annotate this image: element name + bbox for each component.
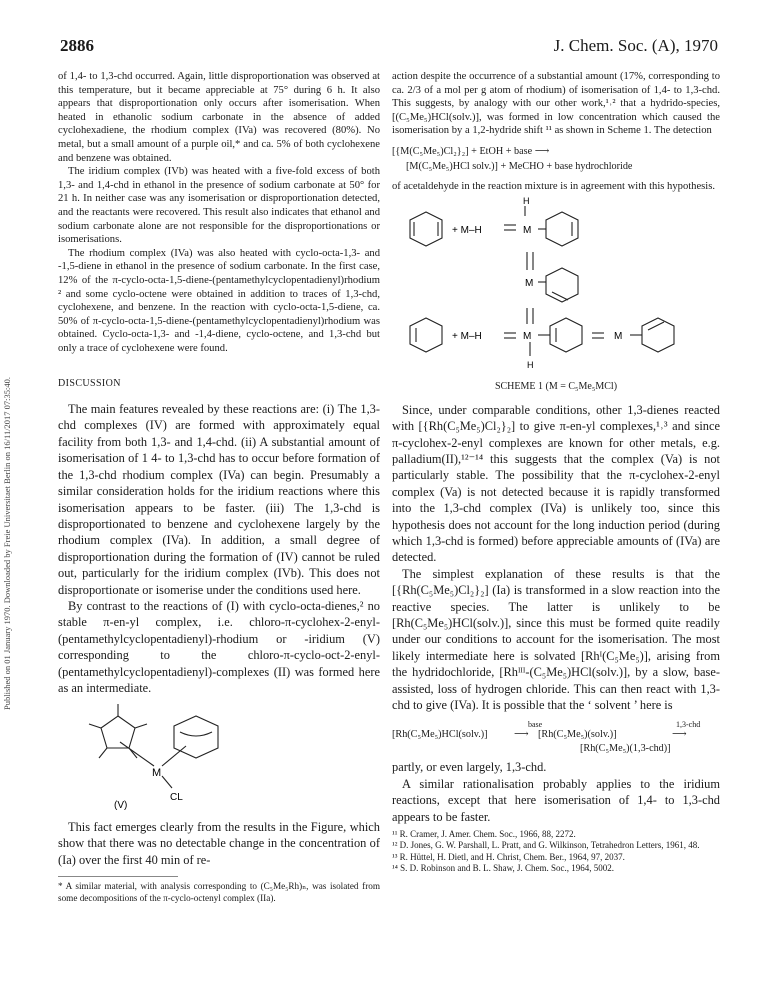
right-column — [392, 70, 720, 874]
footnote-rule — [58, 876, 178, 877]
scheme-reagent-label: + M–H — [452, 330, 482, 342]
equation-2-product: [Rh(C₅Me₅)(1,3-chd)] — [580, 743, 671, 755]
scheme-metal-label: M — [614, 330, 623, 342]
paragraph: Since, under comparable conditions, other 1,3-dienes reacted with [{Rh(C₅Me₅)Cl₂}₂] to give π-en-yl complexes,¹˒³ and since π-cyclohex-2-enyl complexes are known for other metals, e.g. palladium(II),¹²⁻¹⁴ this suggests that the complex (Va) is not particularly stable. The possibility that the π-cyclohex-2-enyl complex (Va) is not detected because it is rapidly transformed into the 1,3-chd complex (IVa) is unlikely too, since this hypothesis does not account for the long induction period (during which 1,3-chd is formed) before appreciable amounts of (IVa) are detected. — [392, 402, 720, 565]
paragraph: partly, or even largely, 1,3-chd. — [392, 760, 547, 775]
paragraph: of acetaldehyde in the reaction mixture is in agreement with this hypothesis. — [392, 180, 716, 192]
download-watermark — [2, 150, 14, 710]
scheme-metal-label: M — [523, 330, 532, 342]
journal-header: J. Chem. Soc. (A), 1970 — [553, 36, 718, 55]
paragraph: The main features revealed by these reactions are: (i) The 1,3-chd complexes (IV) are formed with approximately equal facility from both 1,3- and 1,4-chd. (ii) A substantial amount of isomerisation of 1 4- to 1,3-chd has to occur before formation of the 1,3-chd rhodium complex (IVa) can begin. Presumably a similar consideration holds for the iridium reactions where this isomerisation appears to be faster. (iii) The 1,3-chd is disproportionated to benzene and cyclohexene largely by the rhodium complex (IVa). In addition, a small degree of disproportionation during the formation of (IV) cannot be ruled out, particularly for the iridium complex (IVb). This does not disproportionate or isomerise under the conditions used here. — [58, 402, 380, 597]
fig-compound-label: (V) — [114, 800, 128, 812]
fig-chloride-label: CL — [170, 792, 183, 804]
equation-2 — [392, 719, 720, 753]
scheme-reagent-label: + M–H — [452, 224, 482, 236]
structure-v-figure — [58, 696, 380, 814]
scheme-hydrogen-label: H — [527, 359, 534, 370]
footnote: * A similar material, with analysis corresponding to (C₅Me₅Rh)ₙ, was isolated from some decompositions of the π-cyclo-octenyl complex (IIa). — [58, 881, 380, 903]
reference-item: ¹¹ R. Cramer, J. Amer. Chem. Soc., 1966, 88, 2272. — [392, 829, 576, 840]
equation-2-arrow: ⟶ — [672, 729, 687, 741]
equation-2-chd-label: 1,3-chd — [676, 720, 701, 730]
fig-metal-label: M — [152, 767, 162, 780]
equation-2-reactant: [Rh(C₅Me₅)HCl(solv.)] — [392, 729, 488, 741]
paragraph: The rhodium complex (IVa) was also heated with cyclo-octa-1,3- and -1,5-diene in ethanol in the presence of sodium carbonate. In the first case, 12% of the π-cyclo-octa-1,5-diene-(pentamethylcyclopentadienyl)rhodium ² and some cyclo-octene were obtained in addition to traces of 1,3-chd, cyclohexene, and benzene. In the reaction with cyclo-octa-1,5-diene, ca. 50% of π-cyclo-octa-1,5-diene-(pentamethylcyclopentadienyl)rhodium was obtained. Cyclo-octa-1,3- and -1,4-diene, cyclo-octene, and 1,3-chd but only a trace of cyclohexene were found. — [58, 247, 380, 354]
scheme-hydrogen-label: H — [523, 195, 530, 206]
scheme-metal-label: M — [523, 224, 532, 236]
paragraph: The iridium complex (IVb) was heated with a five-fold excess of both 1,3- and 1,4-chd in ethanol in the presence of sodium carbonate at 50° for 21 h. In neither case was any isomerisation or disproportionation detected, and the reactants were recovered. This result also indicates that ethanol and sodium carbonate alone are not responsible for the disproportionations or isomerisations. — [58, 166, 380, 246]
paragraph: of 1,4- to 1,3-chd occurred. Again, little disproportionation was observed at this temperature, but it became appreciable at 75° during 6 h. It also appears that disproportionation only occurs after isomerisation. When heated in ethanolic sodium carbonate in the absence of added cyclohexadiene, the rhodium complex (IVa) was recovered (80%). No metal, but a small amount of a purple oil,* and ca. 5% of both cyclohexene and benzene was obtained. — [58, 71, 380, 164]
paragraph: action despite the occurrence of a substantial amount (17%, corresponding to ca. 2/3 of a mol per g atom of rhodium) of isomerisation of 1,4- to 1,3-chd. This suggests, by analogy with our other work,¹˒² that a hydrido-species, [(C₅Me₅)HCl(solv.)], was formed in low concentration which caused the isomerisation by a 1,2-hydride shift ¹¹ as shown in Scheme 1. The detection — [392, 71, 720, 137]
paragraph: By contrast to the reactions of (I) with cyclo-octa-dienes,² no stable π-en-yl complex, i.e. chloro-π-cyclohex-2-enyl-(pentamethylcyclopentadienyl)-rhodium or -iridium (V) corresponding to the chloro-π-cyclo-oct-2-enyl-(pentamethylcyclopentadienyl)-complexes (II) was formed here as an intermediate. — [58, 598, 380, 695]
section-heading: DISCUSSION — [58, 378, 121, 390]
equation-1-line-2: [M(C₅Me₅)HCl solv.)] + MeCHO + base hydrochloride — [406, 160, 633, 172]
scheme-1-diagram — [392, 194, 720, 374]
reference-list — [392, 829, 720, 874]
paragraph: A similar rationalisation probably applies to the iridium reactions, except that here isomerisation of 1,4- to 1,3-chd appears to be faster. — [392, 776, 720, 824]
equation-2-base-label: base — [528, 720, 543, 730]
equation-2-arrow: ⟶ — [514, 729, 529, 741]
download-watermark-text: Published on 01 January 1970. Downloaded by Freie Universitaet Berlin on 16/11/2017 07:35:40. — [2, 376, 12, 710]
page-number: 2886 — [60, 36, 94, 55]
reference-item: ¹⁴ S. D. Robinson and B. L. Shaw, J. Chem. Soc., 1964, 5002. — [392, 862, 615, 873]
paragraph: The simplest explanation of these results is that the [{Rh(C₅Me₅)Cl₂}₂] (Ia) is transformed in a slow reaction into the reactive species. The latter is unlikely to be [Rh(C₅Me₅)HCl(solv.)], since this must be formed quite readily under our conditions to account for the isomerisation. The most likely intermediate here is solvated [Rhᴵ(C₅Me₅)], arising from the hydridochloride, [Rhᴵᴵᴵ-(C₅Me₅)HCl(solv.)], by a slow, base-assisted, loss of hydrogen chloride. This can then react with 1,3-chd to give (IVa). It is possible that the ‘ solvent ’ here is — [392, 566, 720, 713]
paragraph: This fact emerges clearly from the results in the Figure, which show that there was no detectable change in the concentration of (Ia) over the first 40 min of re- — [58, 819, 380, 867]
equation-1-line-1: [{M(C₅Me₅)Cl₂}₂] + EtOH + base ⟶ — [392, 145, 550, 157]
equation-1 — [392, 144, 720, 174]
scheme-caption: SCHEME 1 (M = C₅Me₅MCl) — [494, 381, 618, 393]
reference-item: ¹³ R. Hüttel, H. Dietl, and H. Christ, Chem. Ber., 1964, 97, 2037. — [392, 851, 625, 862]
scheme-metal-label: M — [525, 277, 534, 289]
equation-2-intermediate: [Rh(C₅Me₅)(solv.)] — [538, 729, 617, 741]
left-column — [58, 70, 380, 904]
reference-item: ¹² D. Jones, G. W. Parshall, L. Pratt, and G. Wilkinson, Tetrahedron Letters, 1961, 48. — [392, 840, 700, 851]
